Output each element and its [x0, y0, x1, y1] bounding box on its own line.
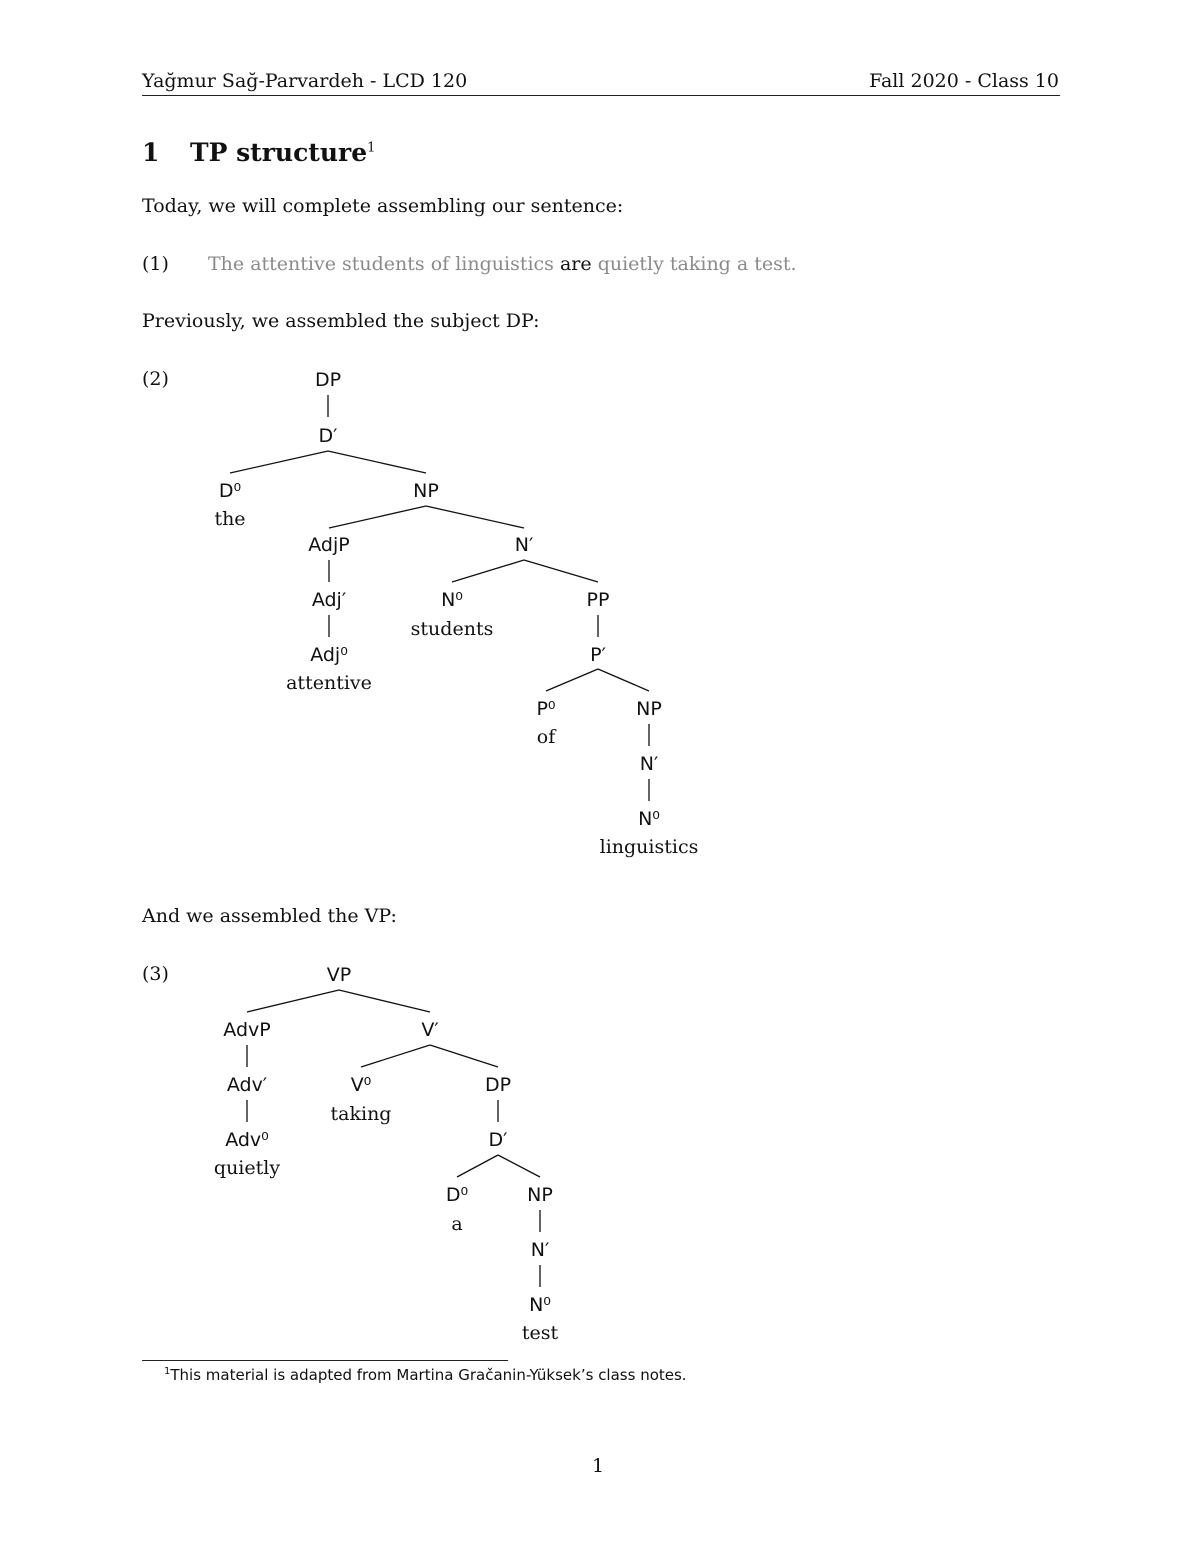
node-vbar: V′ — [421, 1019, 439, 1041]
example-3-number: (3) — [142, 963, 169, 985]
branch-vp-advp — [247, 990, 339, 1012]
node-nbar2: N′ — [639, 753, 659, 775]
word-of: of — [536, 726, 556, 748]
node-vp: VP — [326, 964, 352, 986]
example-2-number: (2) — [142, 368, 169, 390]
branch-pbar-p0 — [546, 669, 598, 691]
node-advbar: Adv′ — [226, 1074, 268, 1096]
branch-dbar-np — [328, 451, 426, 473]
example-1-subject: The attentive students of linguistics — [208, 253, 554, 275]
section-number: 1 — [142, 138, 160, 167]
word-the: the — [214, 508, 246, 530]
branch-nbar-pp — [524, 560, 598, 582]
running-header-left: Yağmur Sağ-Parvardeh - LCD 120 — [142, 70, 468, 92]
example-1-sentence — [208, 253, 797, 275]
vp-syntax-tree — [0, 955, 1200, 1350]
node-adj0: Adj⁰ — [310, 644, 348, 666]
node-d0: D⁰ — [218, 480, 242, 502]
node-d0: D⁰ — [445, 1184, 469, 1206]
branch-vbar-v0 — [361, 1045, 430, 1067]
branch-dbar-d0 — [457, 1155, 498, 1177]
node-n02: N⁰ — [638, 808, 660, 830]
node-adjp: AdjP — [308, 534, 350, 556]
node-p0: P⁰ — [536, 698, 556, 720]
word-test: test — [521, 1322, 559, 1344]
example-1-aux: are — [559, 253, 592, 275]
intro-paragraph: Today, we will complete assembling our sentence: — [142, 195, 624, 217]
footnote-text: This material is adapted from Martina Gračanin-Yüksek’s class notes. — [170, 1366, 687, 1384]
node-np: NP — [527, 1184, 553, 1206]
footnote-mark: 1 — [164, 1366, 171, 1377]
branch-vp-vbar — [339, 990, 430, 1012]
running-header-right: Fall 2020 - Class 10 — [869, 70, 1059, 92]
node-adv0: Adv⁰ — [225, 1129, 269, 1151]
branch-vbar-dp — [430, 1045, 498, 1067]
previously-paragraph: Previously, we assembled the subject DP: — [142, 310, 540, 332]
node-advp: AdvP — [223, 1019, 271, 1041]
node-np: NP — [413, 480, 439, 502]
vp-intro-paragraph: And we assembled the VP: — [142, 905, 397, 927]
node-v0: V⁰ — [350, 1074, 372, 1096]
word-a: a — [451, 1213, 463, 1235]
branch-np-nbar — [426, 506, 524, 528]
dp-syntax-tree — [0, 360, 1200, 880]
footnote — [164, 1366, 687, 1384]
branch-np-adjp — [329, 506, 426, 528]
node-n0: N⁰ — [529, 1294, 551, 1316]
node-np2: NP — [636, 698, 662, 720]
node-pbar: P′ — [590, 644, 606, 666]
page-number: 1 — [592, 1455, 605, 1477]
header-rule — [142, 95, 1060, 96]
footnote-ref: 1 — [367, 140, 376, 156]
node-dp: DP — [314, 369, 342, 391]
node-dbar: D′ — [488, 1129, 508, 1151]
word-linguistics: linguistics — [599, 836, 699, 858]
branch-pbar-np2 — [598, 669, 649, 691]
node-adjbar: Adj′ — [311, 589, 347, 611]
word-attentive: attentive — [286, 672, 372, 694]
section-heading — [142, 138, 375, 167]
branch-dbar-d0 — [230, 451, 328, 473]
word-students: students — [410, 618, 494, 640]
footnote-rule — [142, 1360, 508, 1361]
section-title: TP structure — [190, 138, 368, 167]
example-1-predicate: quietly taking a test. — [597, 253, 797, 275]
node-dbar: D′ — [318, 425, 338, 447]
node-pp: PP — [586, 589, 610, 611]
word-taking: taking — [330, 1103, 392, 1125]
node-dp: DP — [484, 1074, 512, 1096]
example-1-number: (1) — [142, 253, 169, 275]
node-nbar: N′ — [514, 534, 534, 556]
branch-dbar-np — [498, 1155, 540, 1177]
word-quietly: quietly — [213, 1157, 281, 1179]
node-n0: N⁰ — [441, 589, 463, 611]
branch-nbar-n0 — [452, 560, 524, 582]
node-nbar: N′ — [530, 1239, 550, 1261]
